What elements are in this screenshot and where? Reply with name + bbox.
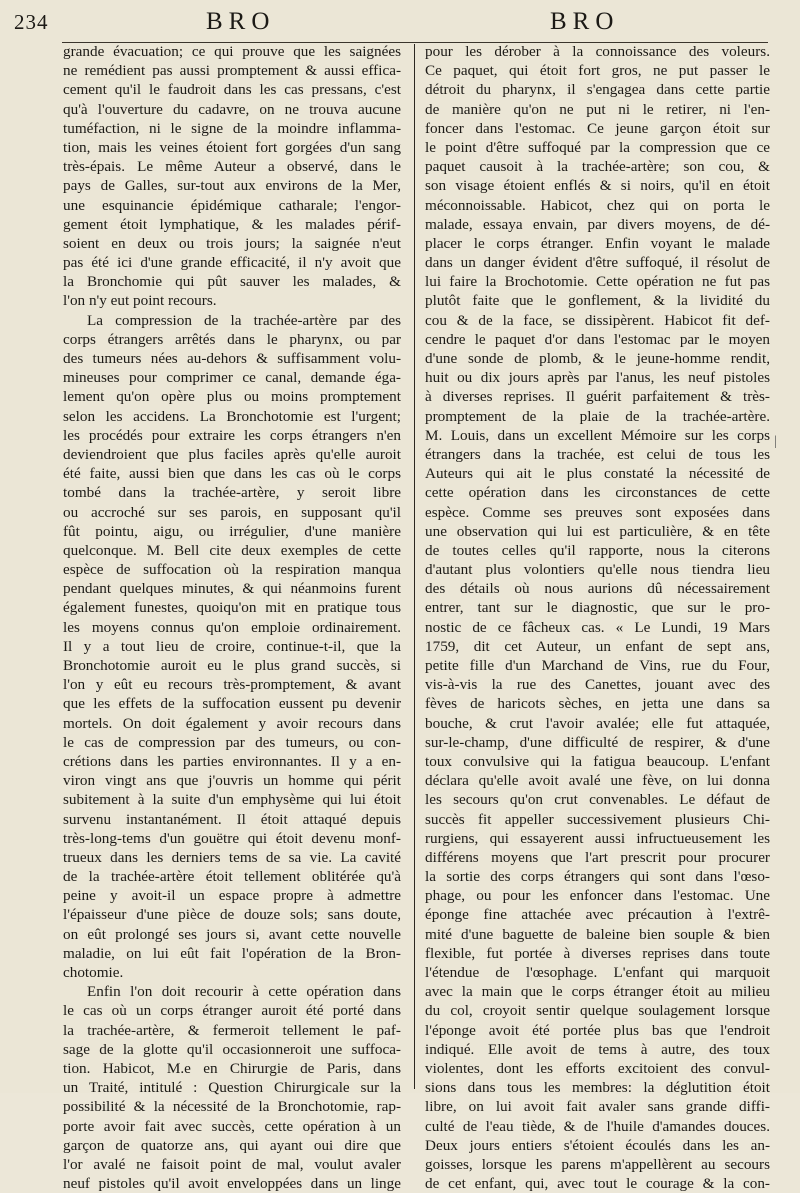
text-line: l'étendue de l'œsophage. L'enfant qui marquoit xyxy=(425,964,770,981)
text-line: dans un danger évident d'être suffoqué, il résolut de xyxy=(425,254,770,272)
text-line: tuméfaction, ni le signe de la moindre inflamma- xyxy=(63,119,401,137)
margin-mark: | xyxy=(774,434,777,449)
text-line: l'on n'y eut point recours. xyxy=(63,292,217,310)
text-line: cendre le paquet d'or dans l'estomac par le moyen xyxy=(425,330,770,348)
text-line: placer le corps étranger. Enfin voyant le malade xyxy=(425,234,770,252)
text-line: foncer dans l'estomac. Ce jeune garçon étoit sur xyxy=(425,119,770,137)
text-line: porte avoir fait avec succès, cette opération à un xyxy=(63,1117,401,1135)
text-line: l'or avalé ne faisoit point de mal, voulut avaler xyxy=(63,1155,401,1173)
text-line: bouche, & crut l'avoir avalée; elle fut attaquée, xyxy=(425,714,770,732)
text-line: indiqué. Elle avoit de tems à autre, des toux xyxy=(425,1040,770,1058)
text-line: éponge fine attachée avec précaution à l'extrê- xyxy=(425,906,770,924)
text-line: pour les dérober à la connoissance des voleurs. xyxy=(425,43,770,60)
text-line: différens moyens que l'art prescrit pour procurer xyxy=(425,848,770,866)
text-line: une observation qui lui est particulière, & en tête xyxy=(425,522,770,540)
text-line: les procédés pour extraire les corps étrangers n'en xyxy=(63,426,401,444)
text-line: plutôt faite que le gonflement, & la lividité du xyxy=(425,292,770,310)
text-line: tion. Habicot, M.e en Chirurgie de Paris, dans xyxy=(63,1059,401,1077)
text-line: des détails où nous aurions dû nécessairement xyxy=(425,580,770,598)
text-line: du col, croyoit sentir quelque soulagement lorsque xyxy=(425,1002,770,1020)
text-line: flexible, fut portée à diverses reprises dans toute xyxy=(425,944,770,962)
text-line: l'épaisseur d'une pièce de douze sols; sans doute, xyxy=(63,906,401,924)
text-line: nostic de ce fâcheux cas. « Le Lundi, 19 Mars xyxy=(425,618,770,636)
text-line: les moyens connus qu'on emploie ordinairement. xyxy=(63,618,401,636)
running-head-left: BRO xyxy=(206,8,276,35)
text-line: phage, ou pour les enfoncer dans l'estomac. Une xyxy=(425,887,770,905)
text-line: cement qu'il le faudroit dans les cas pressans, c'est xyxy=(63,81,401,99)
text-line: Il y a tout lieu de croire, continue-t-il, que la xyxy=(63,637,401,655)
text-line: on eût prolongé ses jours si, avant cette nouvelle xyxy=(63,925,401,943)
text-line: déclara qu'elle avoit avalé une fève, on lui donna xyxy=(425,772,770,790)
running-head xyxy=(0,8,800,40)
text-line: également funestes, quoiqu'on mit en pratique tous xyxy=(63,599,401,617)
text-line: sur-le-champ, d'une difficulté de respirer, & d'une xyxy=(425,733,770,751)
text-line: de manière qu'on ne put ni le retirer, ni l'en- xyxy=(425,100,770,118)
text-line: la Bronchomie qui pût sauver les malades, & xyxy=(63,273,401,291)
text-line: de cet enfant, qui, avec tout le courage & la con- xyxy=(425,1175,770,1193)
text-line: son visage étoient enflés & si noirs, qu'il en étoit xyxy=(425,177,770,195)
text-line: subitement à la suite d'un emphysème qui lui étoit xyxy=(63,791,401,809)
text-line: un Traité, intitulé : Question Chirurgicale sur la xyxy=(63,1079,401,1097)
text-line: quelconque. M. Bell cite deux exemples de cette xyxy=(63,541,401,559)
text-line: de toutes celles qu'il rapporte, nous la citerons xyxy=(425,541,770,559)
text-line: deviendroient que plus faciles après qu'elle auroit xyxy=(63,445,401,463)
text-line: Enfin l'on doit recourir à cette opération dans xyxy=(87,983,401,1001)
text-line: lement qu'on opère plus ou moins promptement xyxy=(63,388,401,406)
text-line: avec la main que le corps étranger étoit au milieu xyxy=(425,983,770,1001)
text-line: soient en deux ou trois jours; la saignée n'eut xyxy=(63,234,401,252)
text-line: cette opération dans les circonstances de cette xyxy=(425,484,770,502)
text-line: très-long-tems d'un gouëtre qui étoit devenu monf- xyxy=(63,829,401,847)
text-line: tion, mais les veines étoient fort gorgées d'un sang xyxy=(63,138,401,156)
text-line: malade, essaya envain, par divers moyens, de dé- xyxy=(425,215,770,233)
text-line: garçon de quatorze ans, qui ayant oui dire que xyxy=(63,1136,401,1154)
text-line: libre, on lui avoit fait avaler sans grande diffi- xyxy=(425,1098,770,1116)
column-divider xyxy=(414,44,415,1089)
text-line: l'éponge avoit été portée plus bas que l'endroit xyxy=(425,1021,770,1039)
text-line: M. Louis, dans un excellent Mémoire sur les corps xyxy=(425,426,770,444)
text-line: espèce. Comme ses preuves sont exposées dans xyxy=(425,503,770,521)
text-line: Ce paquet, qui étoit fort gros, ne put passer le xyxy=(425,62,770,80)
text-line: goisses, lorsque les parens m'appellèrent au secours xyxy=(425,1155,770,1173)
text-line: viron vingt ans que j'ouvris un homme qui périt xyxy=(63,772,401,790)
text-line: cou & de la face, se dissipèrent. Habicot fit def- xyxy=(425,311,770,329)
text-line: violentes, dont les efforts excitoient des convul- xyxy=(425,1059,770,1077)
text-line: sions dans tous les membres: la déglutition étoit xyxy=(425,1079,770,1097)
text-line: espèce de suffocation où la respiration manqua xyxy=(63,561,401,579)
right-column xyxy=(425,42,770,1193)
text-line: Deux jours entiers s'étoient écoulés dans les an- xyxy=(425,1136,770,1154)
text-line: mité d'une baguette de baleine bien souple & bien xyxy=(425,925,770,943)
left-column xyxy=(63,42,401,1193)
text-line: le point d'être suffoqué par la compression que ce xyxy=(425,138,770,156)
text-line: rurgiens, qui essayerent aussi infructueusement les xyxy=(425,829,770,847)
text-line: méconnoissable. Habicot, chez qui on porta le xyxy=(425,196,770,214)
text-line: paquet causoit à la trachée-artère; son cou, & xyxy=(425,158,770,176)
text-line: succès fit appeller successivement plusieurs Chi- xyxy=(425,810,770,828)
text-line: étrangers dans la trachée, est celui de tous les xyxy=(425,445,770,463)
text-line: tombé dans la trachée-artère, y seroit libre xyxy=(63,484,401,502)
text-line: le cas où un corps étranger auroit été porté dans xyxy=(63,1002,401,1020)
text-line: la sortie des corps étrangers qui sont dans l'œso- xyxy=(425,868,770,886)
text-line: des tumeurs nées au-dehors & suffisamment volu- xyxy=(63,350,401,367)
text-line: détroit du pharynx, il s'engagea dans cette partie xyxy=(425,81,770,99)
text-line: qu'à l'ouverture du cadavre, on ne trouva aucune xyxy=(63,100,401,118)
text-line: pays de Galles, sur-tout aux environs de la Mer, xyxy=(63,177,401,195)
text-line: Auteurs qui ait le plus constaté la nécessité de xyxy=(425,465,770,483)
text-line: La compression de la trachée-artère par des xyxy=(87,311,401,329)
text-line: entrer, tant sur le diagnostic, que sur le pro- xyxy=(425,599,770,617)
text-line: peine y avoit-il un espace propre à admettre xyxy=(63,887,401,905)
text-line: pas été ici d'une grande efficacité, il n'y avoit que xyxy=(63,254,401,272)
text-line: corps étrangers arrêtés dans le pharynx, ou par xyxy=(63,330,401,348)
text-line: petite fille d'un Marchand de Vins, rue du Four, xyxy=(425,657,770,674)
text-line: Bronchotomie auroit eu le plus grand succès, si xyxy=(63,657,401,674)
text-line: pendant quelques minutes, & qui néanmoins furent xyxy=(63,580,401,598)
text-line: culté de l'eau tiède, & de l'huile d'amandes douces. xyxy=(425,1117,770,1135)
text-line: une esquinancie épidémique catharale; l'engor- xyxy=(63,196,401,214)
text-line: possibilité & la nécessité de la Bronchotomie, rap- xyxy=(63,1098,401,1116)
text-line: d'autant plus volontiers qu'elle nous tiendra lieu xyxy=(425,561,770,579)
text-line: selon les accidens. La Bronchotomie est l'urgent; xyxy=(63,407,401,425)
text-line: 1759, dit cet Auteur, un enfant de sept ans, xyxy=(425,637,770,655)
text-line: les secours qu'on crut convenables. Le défaut de xyxy=(425,791,770,809)
text-line: gement étoit lymphatique, & les malades périf- xyxy=(63,215,401,233)
text-line: mineuses pour comprimer ce canal, demande éga- xyxy=(63,369,401,387)
text-line: de la trachée-artère étoit tellement oblitérée qu'à xyxy=(63,868,401,886)
text-line: crétions dans les parties environnantes. Il y a en- xyxy=(63,752,401,770)
text-line: fût pointu, aigu, ou irrégulier, d'une manière xyxy=(63,522,401,540)
text-line: la trachée-artère, & fermeroit tellement le paf- xyxy=(63,1021,401,1039)
text-line: grande évacuation; ce qui prouve que les saignées xyxy=(63,43,401,60)
text-line: vis-à-vis la rue des Canettes, jouant avec des xyxy=(425,676,770,694)
running-head-right: BRO xyxy=(550,8,620,35)
text-line: fèves de haricots sèches, en jetta une dans sa xyxy=(425,695,770,713)
text-line: chotomie. xyxy=(63,964,124,981)
text-line: promptement de la plaie de la trachée-artère. xyxy=(425,407,770,425)
text-line: maladie, on lui eût fait l'opération de la Bron- xyxy=(63,944,401,962)
text-line: toux convulsive qui la fatigua beaucoup. L'enfant xyxy=(425,752,770,770)
text-line: d'une sonde de plomb, & le jeune-homme rendit, xyxy=(425,350,770,367)
text-line: huit ou dix jours après par l'anus, les neuf pistoles xyxy=(425,369,770,387)
text-line: le cas de compression par des tumeurs, ou con- xyxy=(63,733,401,751)
text-line: mortels. On doit également y avoir recours dans xyxy=(63,714,401,732)
page-number: 234 xyxy=(14,10,49,34)
text-line: à diverses reprises. Il guérit parfaitement & très- xyxy=(425,388,770,406)
text-line: sage de la glotte qu'il occasionneroit une suffoca- xyxy=(63,1040,401,1058)
text-line: lui faire la Brochotomie. Cette opération ne fut pas xyxy=(425,273,770,291)
text-line: ne remédient pas aussi promptement & aussi effica- xyxy=(63,62,401,80)
text-line: l'on y eût eu recours très-promptement, & avant xyxy=(63,676,401,694)
text-line: très-épais. Le même Auteur a observé, dans le xyxy=(63,158,401,176)
text-line: que les effets de la suffocation eussent pu devenir xyxy=(63,695,401,713)
text-line: survenu instantanément. Il étoit attaqué depuis xyxy=(63,810,401,828)
text-line: neuf pistoles qu'il avoit enveloppées dans un linge xyxy=(63,1175,401,1193)
text-line: ou accroché sur ses parois, en supposant qu'il xyxy=(63,503,401,521)
text-line: trueux dans les derniers tems de sa vie. La cavité xyxy=(63,848,401,866)
text-line: été faite, aussi bien que dans les cas où le corps xyxy=(63,465,401,483)
